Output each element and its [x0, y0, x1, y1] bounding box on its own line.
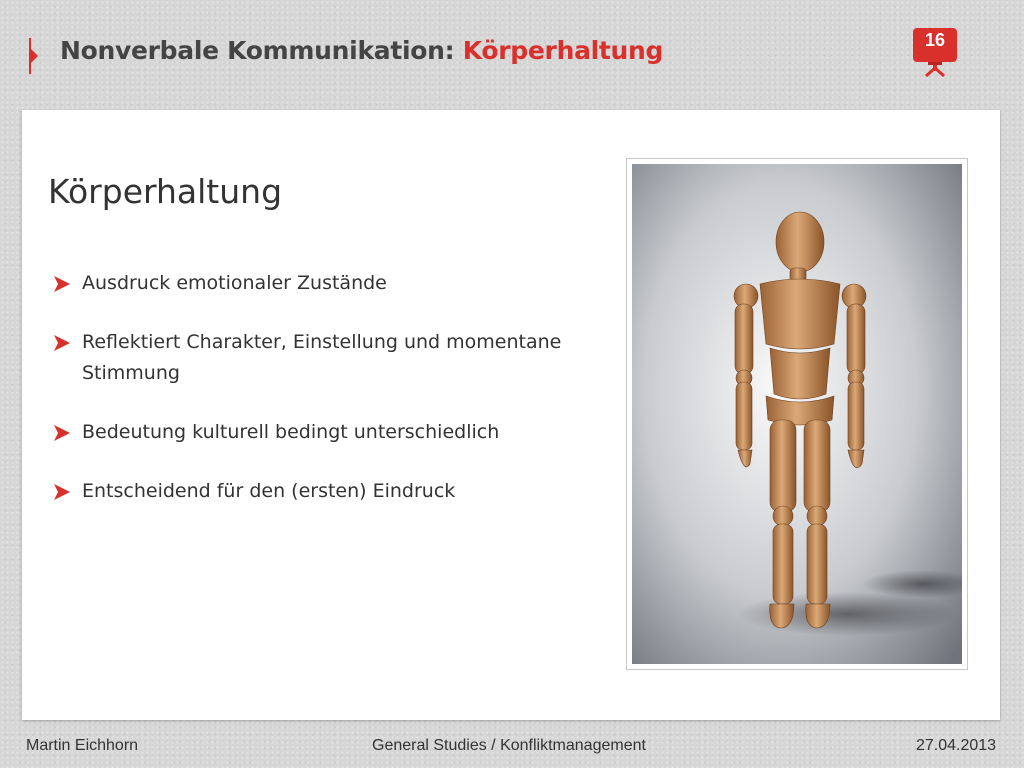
photo-frame	[626, 158, 968, 670]
arrow-bullet-icon	[54, 425, 70, 441]
title-accent: Körperhaltung	[462, 36, 664, 65]
slide-number: 16	[924, 30, 946, 50]
arrow-bullet-icon	[54, 484, 70, 500]
list-item	[52, 417, 572, 448]
slide-content-card	[22, 110, 1000, 720]
list-item	[52, 476, 572, 507]
header-marker-icon	[26, 36, 44, 76]
arrow-bullet-icon	[54, 276, 70, 292]
bullet-list	[52, 268, 572, 535]
page-title	[60, 36, 663, 65]
bullet-text: Bedeutung kulturell bedingt unterschiedlich	[82, 421, 500, 443]
list-item	[52, 268, 572, 299]
bullet-text: Ausdruck emotionaler Zustände	[82, 272, 387, 294]
footer-author: Martin Eichhorn	[26, 737, 139, 754]
title-prefix: Nonverbale Kommunikation:	[60, 36, 463, 65]
wooden-mannequin-photo	[632, 164, 962, 664]
slide-number-badge	[912, 28, 958, 78]
bullet-text: Entscheidend für den (ersten) Eindruck	[82, 480, 456, 502]
list-item	[52, 327, 572, 389]
slide-heading: Körperhaltung	[48, 172, 283, 211]
arrow-bullet-icon	[54, 335, 70, 351]
footer-date: 27.04.2013	[916, 737, 997, 754]
bullet-text: Reflektiert Charakter, Einstellung und momentane Stimmung	[82, 331, 562, 384]
footer-course: General Studies / Konfliktmanagement	[372, 737, 646, 754]
